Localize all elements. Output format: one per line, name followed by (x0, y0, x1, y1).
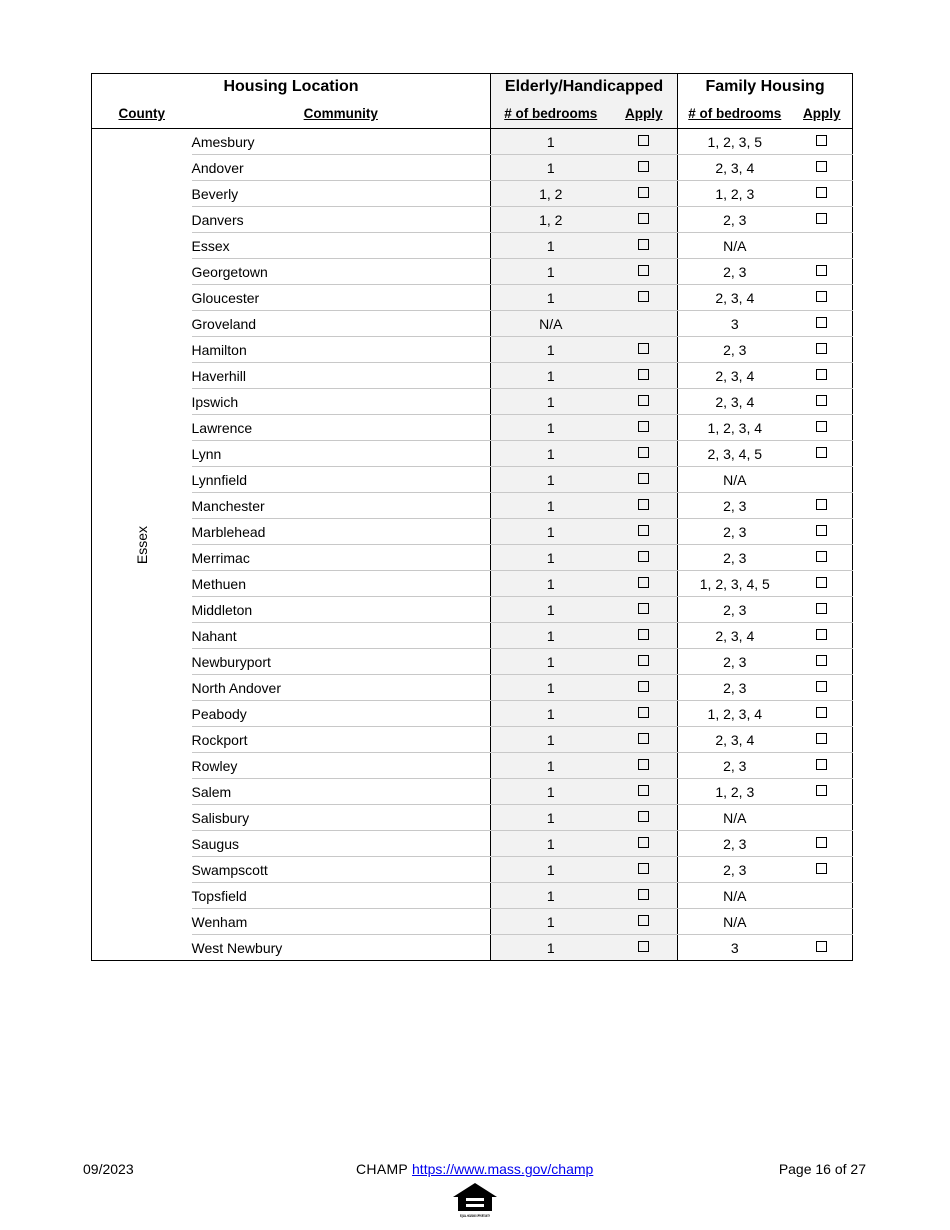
elderly-apply-checkbox[interactable] (638, 239, 649, 250)
elderly-apply-cell (611, 181, 678, 207)
elderly-bedrooms-cell: 1 (491, 727, 611, 753)
community-cell: Saugus (192, 831, 491, 857)
family-apply-checkbox[interactable] (816, 343, 827, 354)
family-apply-checkbox[interactable] (816, 759, 827, 770)
community-cell: Peabody (192, 701, 491, 727)
family-header: Family Housing (678, 74, 853, 100)
family-bedrooms-cell: 2, 3, 4 (678, 389, 792, 415)
housing-table-body (92, 129, 853, 961)
elderly-apply-cell (611, 259, 678, 285)
elderly-bedrooms-cell: 1 (491, 337, 611, 363)
elderly-apply-cell (611, 935, 678, 961)
family-apply-cell (792, 441, 853, 467)
elderly-apply-checkbox[interactable] (638, 863, 649, 874)
table-row (92, 597, 853, 623)
community-cell: Methuen (192, 571, 491, 597)
elderly-bedrooms-cell: 1 (491, 571, 611, 597)
family-apply-checkbox[interactable] (816, 265, 827, 276)
family-apply-cell (792, 207, 853, 233)
family-apply-cell (792, 805, 853, 831)
elderly-bedrooms-cell: 1 (491, 805, 611, 831)
family-apply-cell (792, 779, 853, 805)
elderly-apply-cell (611, 623, 678, 649)
elderly-apply-checkbox[interactable] (638, 759, 649, 770)
family-apply-cell (792, 259, 853, 285)
elderly-apply-cell (611, 649, 678, 675)
family-apply-checkbox[interactable] (816, 707, 827, 718)
table-row (92, 883, 853, 909)
family-apply-cell (792, 649, 853, 675)
community-cell: Swampscott (192, 857, 491, 883)
elderly-apply-cell (611, 857, 678, 883)
table-row (92, 337, 853, 363)
community-cell: Ipswich (192, 389, 491, 415)
elderly-bedrooms-cell: 1 (491, 467, 611, 493)
table-row (92, 519, 853, 545)
family-apply-cell (792, 701, 853, 727)
community-cell: Merrimac (192, 545, 491, 571)
family-bedrooms-cell: N/A (678, 883, 792, 909)
community-cell: Rockport (192, 727, 491, 753)
family-bedrooms-cell: 2, 3 (678, 493, 792, 519)
footer-center (356, 1161, 593, 1177)
elderly-apply-cell (611, 207, 678, 233)
family-apply-checkbox[interactable] (816, 395, 827, 406)
family-apply-checkbox[interactable] (816, 733, 827, 744)
table-row (92, 779, 853, 805)
family-bedrooms-cell: 1, 2, 3 (678, 181, 792, 207)
elderly-bedrooms-cell: 1 (491, 415, 611, 441)
elderly-apply-checkbox[interactable] (638, 941, 649, 952)
table-row (92, 831, 853, 857)
elderly-bedrooms-cell: 1 (491, 779, 611, 805)
table-row (92, 571, 853, 597)
family-apply-cell (792, 181, 853, 207)
family-apply-cell (792, 233, 853, 259)
community-cell: Groveland (192, 311, 491, 337)
elderly-bedrooms-cell: N/A (491, 311, 611, 337)
elderly-bedrooms-cell: 1 (491, 753, 611, 779)
elderly-apply-checkbox[interactable] (638, 733, 649, 744)
elderly-apply-checkbox[interactable] (638, 161, 649, 172)
community-cell: Lynnfield (192, 467, 491, 493)
table-row (92, 259, 853, 285)
elderly-apply-checkbox[interactable] (638, 603, 649, 614)
family-bedrooms-cell: 2, 3 (678, 519, 792, 545)
table-row (92, 675, 853, 701)
elderly-apply-checkbox[interactable] (638, 447, 649, 458)
table-row (92, 493, 853, 519)
table-row (92, 727, 853, 753)
family-apply-checkbox[interactable] (816, 369, 827, 380)
community-cell: Salisbury (192, 805, 491, 831)
family-bedrooms-cell: 2, 3 (678, 259, 792, 285)
family-bedrooms-cell: 2, 3, 4 (678, 285, 792, 311)
elderly-bedrooms-cell: 1 (491, 545, 611, 571)
family-apply-checkbox[interactable] (816, 655, 827, 666)
elderly-bedrooms-cell: 1 (491, 363, 611, 389)
elderly-bedrooms-cell: 1 (491, 519, 611, 545)
elderly-apply-checkbox[interactable] (638, 551, 649, 562)
elderly-apply-cell (611, 753, 678, 779)
family-bedrooms-cell: 2, 3, 4, 5 (678, 441, 792, 467)
elderly-apply-cell (611, 441, 678, 467)
family-apply-cell (792, 675, 853, 701)
community-cell: North Andover (192, 675, 491, 701)
elderly-bedrooms-cell: 1 (491, 597, 611, 623)
elderly-apply-cell (611, 545, 678, 571)
footer-date: 09/2023 (83, 1161, 134, 1177)
family-apply-cell (792, 467, 853, 493)
elderly-apply-cell (611, 909, 678, 935)
elderly-apply-checkbox[interactable] (638, 915, 649, 926)
elderly-apply-cell (611, 311, 678, 337)
family-apply-cell (792, 935, 853, 961)
family-bedrooms-cell: 2, 3, 4 (678, 155, 792, 181)
family-apply-checkbox[interactable] (816, 213, 827, 224)
community-cell: Georgetown (192, 259, 491, 285)
community-cell: Manchester (192, 493, 491, 519)
elderly-apply-cell (611, 519, 678, 545)
table-row (92, 155, 853, 181)
elderly-bedrooms-cell: 1 (491, 233, 611, 259)
county-column-header: County (92, 99, 192, 129)
equal-housing-logo-text: EQUAL HOUSING OPPORTUNITY (460, 1214, 491, 1218)
elderly-bedrooms-cell: 1 (491, 259, 611, 285)
family-apply-checkbox[interactable] (816, 135, 827, 146)
family-apply-cell (792, 571, 853, 597)
elderly-bedrooms-cell: 1 (491, 623, 611, 649)
elderly-bedrooms-cell: 1 (491, 155, 611, 181)
elderly-bedrooms-cell: 1 (491, 389, 611, 415)
community-cell: Andover (192, 155, 491, 181)
family-bedrooms-cell: 2, 3 (678, 857, 792, 883)
family-apply-checkbox[interactable] (816, 447, 827, 458)
family-apply-checkbox[interactable] (816, 863, 827, 874)
family-bedrooms-cell: N/A (678, 805, 792, 831)
elderly-apply-cell (611, 415, 678, 441)
community-column-header: Community (192, 99, 491, 129)
elderly-apply-checkbox[interactable] (638, 473, 649, 484)
family-apply-cell (792, 857, 853, 883)
elderly-apply-cell (611, 727, 678, 753)
community-cell: Wenham (192, 909, 491, 935)
family-apply-cell (792, 337, 853, 363)
elderly-bedrooms-cell: 1 (491, 909, 611, 935)
elderly-apply-cell (611, 883, 678, 909)
elderly-bedrooms-cell: 1 (491, 857, 611, 883)
community-cell: Amesbury (192, 129, 491, 155)
table-row (92, 805, 853, 831)
family-bedrooms-cell: 3 (678, 935, 792, 961)
county-label: Essex (133, 525, 150, 564)
community-cell: Topsfield (192, 883, 491, 909)
family-apply-checkbox[interactable] (816, 941, 827, 952)
family-apply-checkbox[interactable] (816, 525, 827, 536)
table-row (92, 467, 853, 493)
family-bedrooms-cell: N/A (678, 467, 792, 493)
family-apply-checkbox[interactable] (816, 603, 827, 614)
family-apply-cell (792, 753, 853, 779)
community-cell: West Newbury (192, 935, 491, 961)
family-apply-checkbox[interactable] (816, 785, 827, 796)
family-apply-checkbox[interactable] (816, 187, 827, 198)
elderly-bedrooms-cell: 1 (491, 675, 611, 701)
table-row (92, 389, 853, 415)
family-apply-cell (792, 727, 853, 753)
elderly-apply-checkbox[interactable] (638, 135, 649, 146)
family-bedrooms-cell: 2, 3 (678, 207, 792, 233)
champ-link[interactable]: https://www.mass.gov/champ (412, 1161, 594, 1177)
column-header-row (92, 99, 853, 129)
elderly-apply-checkbox[interactable] (638, 577, 649, 588)
community-cell: Rowley (192, 753, 491, 779)
community-cell: Marblehead (192, 519, 491, 545)
family-bedrooms-cell: N/A (678, 233, 792, 259)
elderly-apply-cell (611, 467, 678, 493)
family-apply-column-header: Apply (792, 99, 853, 129)
community-cell: Lawrence (192, 415, 491, 441)
family-bedrooms-cell: 2, 3 (678, 831, 792, 857)
family-bedrooms-cell: 2, 3 (678, 545, 792, 571)
elderly-bedrooms-cell: 1 (491, 493, 611, 519)
family-apply-cell (792, 493, 853, 519)
family-bedrooms-cell: 2, 3 (678, 753, 792, 779)
community-cell: Gloucester (192, 285, 491, 311)
family-bedrooms-cell: 2, 3 (678, 649, 792, 675)
table-row (92, 207, 853, 233)
elderly-bedrooms-cell: 1 (491, 129, 611, 155)
family-bedrooms-cell: 2, 3, 4 (678, 623, 792, 649)
table-row (92, 935, 853, 961)
family-apply-cell (792, 883, 853, 909)
elderly-apply-cell (611, 805, 678, 831)
table-row (92, 233, 853, 259)
table-row (92, 649, 853, 675)
elderly-bedrooms-cell: 1, 2 (491, 181, 611, 207)
community-cell: Hamilton (192, 337, 491, 363)
table-row (92, 753, 853, 779)
elderly-bedrooms-cell: 1 (491, 701, 611, 727)
family-apply-checkbox[interactable] (816, 291, 827, 302)
elderly-apply-cell (611, 493, 678, 519)
elderly-apply-checkbox[interactable] (638, 395, 649, 406)
table-row (92, 909, 853, 935)
elderly-apply-cell (611, 675, 678, 701)
family-apply-cell (792, 519, 853, 545)
housing-location-header: Housing Location (92, 74, 491, 100)
elderly-apply-checkbox[interactable] (638, 837, 649, 848)
table-row (92, 701, 853, 727)
community-cell: Lynn (192, 441, 491, 467)
elderly-apply-checkbox[interactable] (638, 707, 649, 718)
family-bedrooms-cell: 1, 2, 3, 5 (678, 129, 792, 155)
community-cell: Nahant (192, 623, 491, 649)
family-apply-checkbox[interactable] (816, 499, 827, 510)
family-bedrooms-cell: 1, 2, 3, 4, 5 (678, 571, 792, 597)
table-row (92, 415, 853, 441)
table-row (92, 857, 853, 883)
elderly-apply-cell (611, 155, 678, 181)
community-cell: Salem (192, 779, 491, 805)
family-apply-checkbox[interactable] (816, 421, 827, 432)
elderly-bedrooms-cell: 1 (491, 935, 611, 961)
elderly-bedrooms-column-header: # of bedrooms (491, 99, 611, 129)
elderly-bedrooms-cell: 1 (491, 649, 611, 675)
elderly-apply-cell (611, 129, 678, 155)
community-cell: Beverly (192, 181, 491, 207)
elderly-apply-cell (611, 701, 678, 727)
family-apply-cell (792, 285, 853, 311)
table-row (92, 363, 853, 389)
family-apply-checkbox[interactable] (816, 317, 827, 328)
family-bedrooms-cell: 1, 2, 3, 4 (678, 415, 792, 441)
family-apply-checkbox[interactable] (816, 681, 827, 692)
table-row (92, 285, 853, 311)
family-bedrooms-column-header: # of bedrooms (678, 99, 792, 129)
community-cell: Essex (192, 233, 491, 259)
elderly-apply-cell (611, 233, 678, 259)
elderly-bedrooms-cell: 1 (491, 883, 611, 909)
family-apply-cell (792, 623, 853, 649)
elderly-apply-cell (611, 363, 678, 389)
elderly-apply-checkbox[interactable] (638, 187, 649, 198)
table-row (92, 311, 853, 337)
table-row (92, 441, 853, 467)
family-apply-checkbox[interactable] (816, 837, 827, 848)
equal-housing-logo-icon (451, 1181, 499, 1221)
elderly-apply-cell (611, 831, 678, 857)
elderly-apply-checkbox[interactable] (638, 889, 649, 900)
family-apply-cell (792, 363, 853, 389)
elderly-apply-checkbox[interactable] (638, 499, 649, 510)
family-apply-cell (792, 909, 853, 935)
community-cell: Newburyport (192, 649, 491, 675)
family-apply-cell (792, 389, 853, 415)
community-cell: Danvers (192, 207, 491, 233)
elderly-header: Elderly/Handicapped (491, 74, 678, 100)
elderly-apply-checkbox[interactable] (638, 681, 649, 692)
elderly-apply-cell (611, 571, 678, 597)
elderly-apply-checkbox[interactable] (638, 343, 649, 354)
family-apply-cell (792, 311, 853, 337)
family-bedrooms-cell: 2, 3 (678, 337, 792, 363)
elderly-apply-cell (611, 597, 678, 623)
elderly-apply-cell (611, 337, 678, 363)
elderly-apply-cell (611, 285, 678, 311)
family-apply-cell (792, 597, 853, 623)
family-bedrooms-cell: 2, 3 (678, 597, 792, 623)
family-apply-cell (792, 831, 853, 857)
elderly-bedrooms-cell: 1 (491, 441, 611, 467)
table-row (92, 129, 853, 155)
elderly-apply-checkbox[interactable] (638, 655, 649, 666)
county-cell (92, 129, 192, 961)
elderly-apply-checkbox[interactable] (638, 291, 649, 302)
family-bedrooms-cell: 2, 3, 4 (678, 363, 792, 389)
family-apply-cell (792, 129, 853, 155)
family-apply-checkbox[interactable] (816, 551, 827, 562)
elderly-apply-checkbox[interactable] (638, 213, 649, 224)
family-apply-cell (792, 155, 853, 181)
community-cell: Middleton (192, 597, 491, 623)
family-bedrooms-cell: 2, 3 (678, 675, 792, 701)
footer-page-number: Page 16 of 27 (778, 1161, 866, 1177)
elderly-apply-column-header: Apply (611, 99, 678, 129)
table-row (92, 623, 853, 649)
table-row (92, 181, 853, 207)
family-bedrooms-cell: 2, 3, 4 (678, 727, 792, 753)
family-apply-checkbox[interactable] (816, 161, 827, 172)
family-apply-cell (792, 545, 853, 571)
elderly-apply-checkbox[interactable] (638, 369, 649, 380)
table-row (92, 545, 853, 571)
elderly-bedrooms-cell: 1 (491, 831, 611, 857)
group-header-row (92, 74, 853, 100)
family-apply-cell (792, 415, 853, 441)
family-bedrooms-cell: 3 (678, 311, 792, 337)
elderly-apply-checkbox[interactable] (638, 421, 649, 432)
elderly-apply-checkbox[interactable] (638, 265, 649, 276)
family-apply-checkbox[interactable] (816, 577, 827, 588)
elderly-bedrooms-cell: 1 (491, 285, 611, 311)
footer-program: CHAMP (356, 1161, 408, 1177)
elderly-apply-checkbox[interactable] (638, 525, 649, 536)
family-bedrooms-cell: 1, 2, 3, 4 (678, 701, 792, 727)
family-bedrooms-cell: N/A (678, 909, 792, 935)
elderly-apply-checkbox[interactable] (638, 811, 649, 822)
elderly-apply-cell (611, 779, 678, 805)
elderly-bedrooms-cell: 1, 2 (491, 207, 611, 233)
family-apply-checkbox[interactable] (816, 629, 827, 640)
family-bedrooms-cell: 1, 2, 3 (678, 779, 792, 805)
housing-table (91, 73, 853, 961)
elderly-apply-checkbox[interactable] (638, 785, 649, 796)
elderly-apply-cell (611, 389, 678, 415)
community-cell: Haverhill (192, 363, 491, 389)
elderly-apply-checkbox[interactable] (638, 629, 649, 640)
